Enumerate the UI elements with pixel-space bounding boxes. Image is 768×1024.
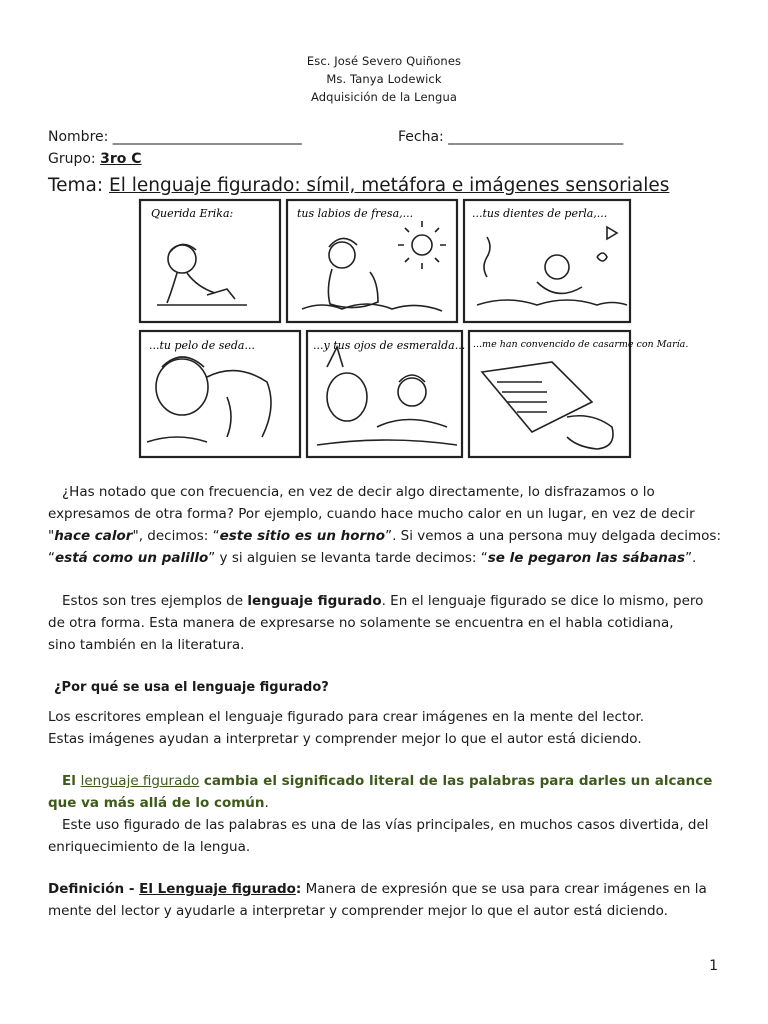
examples-text-before: Estos son tres ejemplos de <box>62 593 248 609</box>
writers-line-2: Estas imágenes ayudan a interpretar y comprender mejor lo que el autor está diciendo. <box>48 731 642 747</box>
panel-3-illustration <box>477 227 627 305</box>
examples-line-1 <box>48 590 728 612</box>
quote-open: " <box>48 528 55 544</box>
date-blank: _________________________ <box>448 129 624 145</box>
examples-term: lenguaje figurado <box>247 593 382 609</box>
writers-line-1: Los escritores emplean el lenguaje figurado para crear imágenes en la mente del lector. <box>48 709 645 725</box>
examples-text-after: . En el lenguaje figurado se dice lo mismo, pero <box>381 593 704 609</box>
highlight-rest: cambia el significado literal de las palabras para darles un alcance <box>199 773 713 789</box>
highlight-paragraph <box>48 770 728 814</box>
topic-text: El lenguaje figurado: símil, metáfora e imágenes sensoriales <box>109 175 670 196</box>
highlight-line-2 <box>48 792 728 814</box>
panel-caption-3: ...tus dientes de perla,... <box>472 207 608 220</box>
intro-paragraph <box>48 481 728 569</box>
comic-strip <box>137 197 689 459</box>
course-name: Adquisición de la Lengua <box>311 90 457 104</box>
definition-colon: : <box>295 881 302 897</box>
panel-4-illustration <box>147 357 271 442</box>
intro-line-4 <box>48 547 728 569</box>
highlight-line-2-text: que va más allá de lo común <box>48 795 265 811</box>
intro-line-1: ¿Has notado que con frecuencia, en vez de decir algo directamente, lo disfrazamos o lo <box>62 484 655 500</box>
name-blank: ___________________________ <box>112 129 302 145</box>
panel-2-illustration <box>302 221 446 311</box>
enrichment-line-1: Este uso figurado de las palabras es una de las vías principales, en muchos casos divertida, del <box>62 817 709 833</box>
panel-caption-1: Querida Erika: <box>151 207 234 220</box>
group-field <box>48 151 142 167</box>
quote-open-2: “ <box>48 550 55 566</box>
topic-title <box>48 175 669 196</box>
definition-paragraph <box>48 878 728 922</box>
example-sabanas: se le pegaron las sábanas <box>487 550 686 566</box>
definition-line-1 <box>48 878 728 900</box>
example-horno: este sitio es un horno <box>219 528 386 544</box>
panel-6-illustration <box>482 362 613 449</box>
enrichment-line-2: enriquecimiento de la lengua. <box>48 839 251 855</box>
highlight-term: lenguaje figurado <box>80 773 200 789</box>
examples-line-2: de otra forma. Esta manera de expresarse no solamente se encuentra en el habla cotidiana, <box>48 615 674 631</box>
topic-label: Tema: <box>48 175 104 196</box>
name-label: Nombre: <box>48 129 109 145</box>
definition-label: Definición - <box>48 881 140 897</box>
intro-line-2: expresamos de otra forma? Por ejemplo, cuando hace mucho calor en un lugar, en vez de decir <box>48 506 695 522</box>
question-heading: ¿Por qué se usa el lenguaje figurado? <box>54 680 329 695</box>
examples-paragraph <box>48 590 728 656</box>
date-label: Fecha: <box>398 129 444 145</box>
definition-text: Manera de expresión que se usa para crear imágenes en la <box>301 881 707 897</box>
page-number: 1 <box>709 958 718 974</box>
teacher-name: Ms. Tanya Lodewick <box>326 72 442 86</box>
panel-caption-6: ...me han convencido de casarme con María. <box>473 339 689 350</box>
examples-line-3: sino también en la literatura. <box>48 637 245 653</box>
school-name: Esc. José Severo Quiñones <box>306 54 462 68</box>
definition-term: El Lenguaje figurado <box>139 881 296 897</box>
text-tarde: ” y si alguien se levanta tarde decimos: “ <box>208 550 488 566</box>
writers-paragraph <box>48 706 728 750</box>
intro-line-3 <box>48 525 728 547</box>
example-hace-calor: hace calor <box>54 528 133 544</box>
panel-5-illustration <box>317 347 457 445</box>
name-field <box>48 129 302 145</box>
panel-caption-4: ...tu pelo de seda... <box>149 339 255 352</box>
enrichment-paragraph <box>48 814 728 858</box>
panel-1-illustration <box>157 244 247 305</box>
text-delgada: ”. Si vemos a una persona muy delgada decimos: <box>385 528 722 544</box>
highlight-el: El <box>62 773 81 789</box>
group-label: Grupo: <box>48 151 96 167</box>
panel-caption-2: tus labios de fresa,... <box>297 207 414 220</box>
panel-caption-5: ...y tus ojos de esmeralda... <box>313 339 466 352</box>
text-decimos: ", decimos: “ <box>132 528 220 544</box>
group-value: 3ro C <box>100 151 142 167</box>
date-field <box>398 129 623 145</box>
highlight-line-1 <box>48 770 728 792</box>
quote-close: ”. <box>685 550 697 566</box>
highlight-period: . <box>264 795 269 811</box>
definition-line-2: mente del lector y ayudarle a interpretar y comprender mejor lo que el autor está diciendo. <box>48 903 668 919</box>
example-palillo: está como un palillo <box>55 550 209 566</box>
